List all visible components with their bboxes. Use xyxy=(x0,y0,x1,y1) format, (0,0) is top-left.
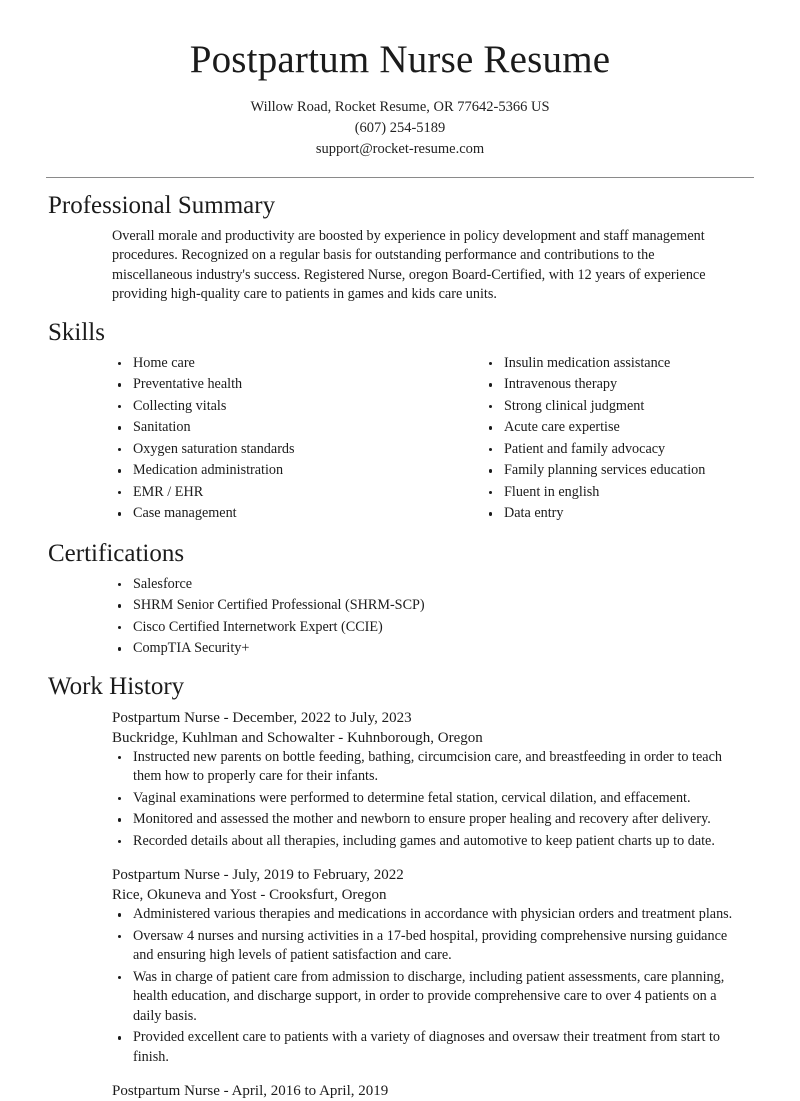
list-item: Case management xyxy=(112,504,433,524)
list-item: Vaginal examinations were performed to determine fetal station, cervical dilation, and effacement. xyxy=(112,789,754,809)
list-item: Administered various therapies and medications in accordance with physician orders and treatment plans. xyxy=(112,905,754,925)
list-item: Provided excellent care to patients with a variety of diagnoses and oversaw their treatment from start to finish. xyxy=(112,1028,754,1067)
skills-list-right xyxy=(483,354,754,524)
list-item: Intravenous therapy xyxy=(483,375,754,395)
list-item: Monitored and assessed the mother and newborn to ensure proper healing and recovery after delivery. xyxy=(112,810,754,830)
section-skills xyxy=(46,318,754,526)
list-item: SHRM Senior Certified Professional (SHRM-SCP) xyxy=(112,596,754,616)
list-item: Data entry xyxy=(483,504,754,524)
work-history-entry xyxy=(112,865,754,1067)
certifications-body xyxy=(46,575,754,659)
list-item: Sanitation xyxy=(112,418,433,438)
list-item: Instructed new parents on bottle feeding, bathing, circumcision care, and breastfeeding in order to teach them how to properly care for their infants. xyxy=(112,748,754,787)
contact-phone: (607) 254-5189 xyxy=(354,119,446,136)
list-item: CompTIA Security+ xyxy=(112,639,754,659)
work-history-list xyxy=(46,708,754,1101)
section-work-history xyxy=(46,672,754,1101)
section-certifications xyxy=(46,539,754,659)
list-item: Fluent in english xyxy=(483,483,754,503)
job-title: Postpartum Nurse - December, 2022 to July, 2023 xyxy=(112,709,412,726)
list-item: Was in charge of patient care from admission to discharge, including patient assessments, care planning, health education, and discharge support, in order to provide comprehensive care to over 4 patients on a daily basis. xyxy=(112,968,754,1027)
job-employer: Buckridge, Kuhlman and Schowalter - Kuhnborough, Oregon xyxy=(112,729,483,746)
list-item: Patient and family advocacy xyxy=(483,440,754,460)
job-bullets xyxy=(112,748,754,852)
summary-body xyxy=(46,227,754,305)
contact-address: Willow Road, Rocket Resume, OR 77642-5366 US xyxy=(250,98,550,115)
contact-block xyxy=(46,97,754,160)
list-item: Strong clinical judgment xyxy=(483,397,754,417)
section-heading-summary: Professional Summary xyxy=(48,191,276,219)
list-item: Collecting vitals xyxy=(112,397,433,417)
section-heading-work-history: Work History xyxy=(48,672,185,700)
list-item: Oxygen saturation standards xyxy=(112,440,433,460)
skills-column-left xyxy=(112,354,433,526)
section-professional-summary xyxy=(46,191,754,305)
list-item: Family planning services education xyxy=(483,461,754,481)
page-title: Postpartum Nurse Resume xyxy=(189,38,611,81)
summary-text: Overall morale and productivity are boosted by experience in policy development and staff management procedures. Recognized on a regular basis for outstanding performance and contributions to the miscellaneous industry's success. Registered Nurse, oregon Board-Certified, with 12 years of experience providing high-quality care to patients in games and kids care units. xyxy=(112,227,706,303)
contact-email: support@rocket-resume.com xyxy=(315,140,485,157)
list-item: Salesforce xyxy=(112,575,754,595)
skills-column-right xyxy=(433,354,754,526)
list-item: Oversaw 4 nurses and nursing activities in a 17-bed hospital, providing comprehensive nursing guidance and ensuring high levels of patient satisfaction and care. xyxy=(112,927,754,966)
job-title: Postpartum Nurse - July, 2019 to February, 2022 xyxy=(112,867,404,884)
job-title: Postpartum Nurse - April, 2016 to April, 2019 xyxy=(112,1083,389,1100)
job-employer: Rice, Okuneva and Yost - Crooksfurt, Oregon xyxy=(112,887,387,904)
list-item: Insulin medication assistance xyxy=(483,354,754,374)
list-item: Recorded details about all therapies, including games and automotive to keep patient charts up to date. xyxy=(112,832,754,852)
list-item: Preventative health xyxy=(112,375,433,395)
job-bullets xyxy=(112,905,754,1067)
work-history-entry xyxy=(112,1081,754,1101)
certifications-list xyxy=(112,575,754,659)
list-item: Home care xyxy=(112,354,433,374)
list-item: Acute care expertise xyxy=(483,418,754,438)
skills-columns xyxy=(46,354,754,526)
list-item: Medication administration xyxy=(112,461,433,481)
header-divider xyxy=(46,177,754,178)
list-item: Cisco Certified Internetwork Expert (CCIE) xyxy=(112,618,754,638)
list-item: EMR / EHR xyxy=(112,483,433,503)
skills-list-left xyxy=(112,354,433,524)
section-heading-certifications: Certifications xyxy=(48,539,185,567)
section-heading-skills: Skills xyxy=(48,318,105,346)
work-history-entry xyxy=(112,708,754,852)
